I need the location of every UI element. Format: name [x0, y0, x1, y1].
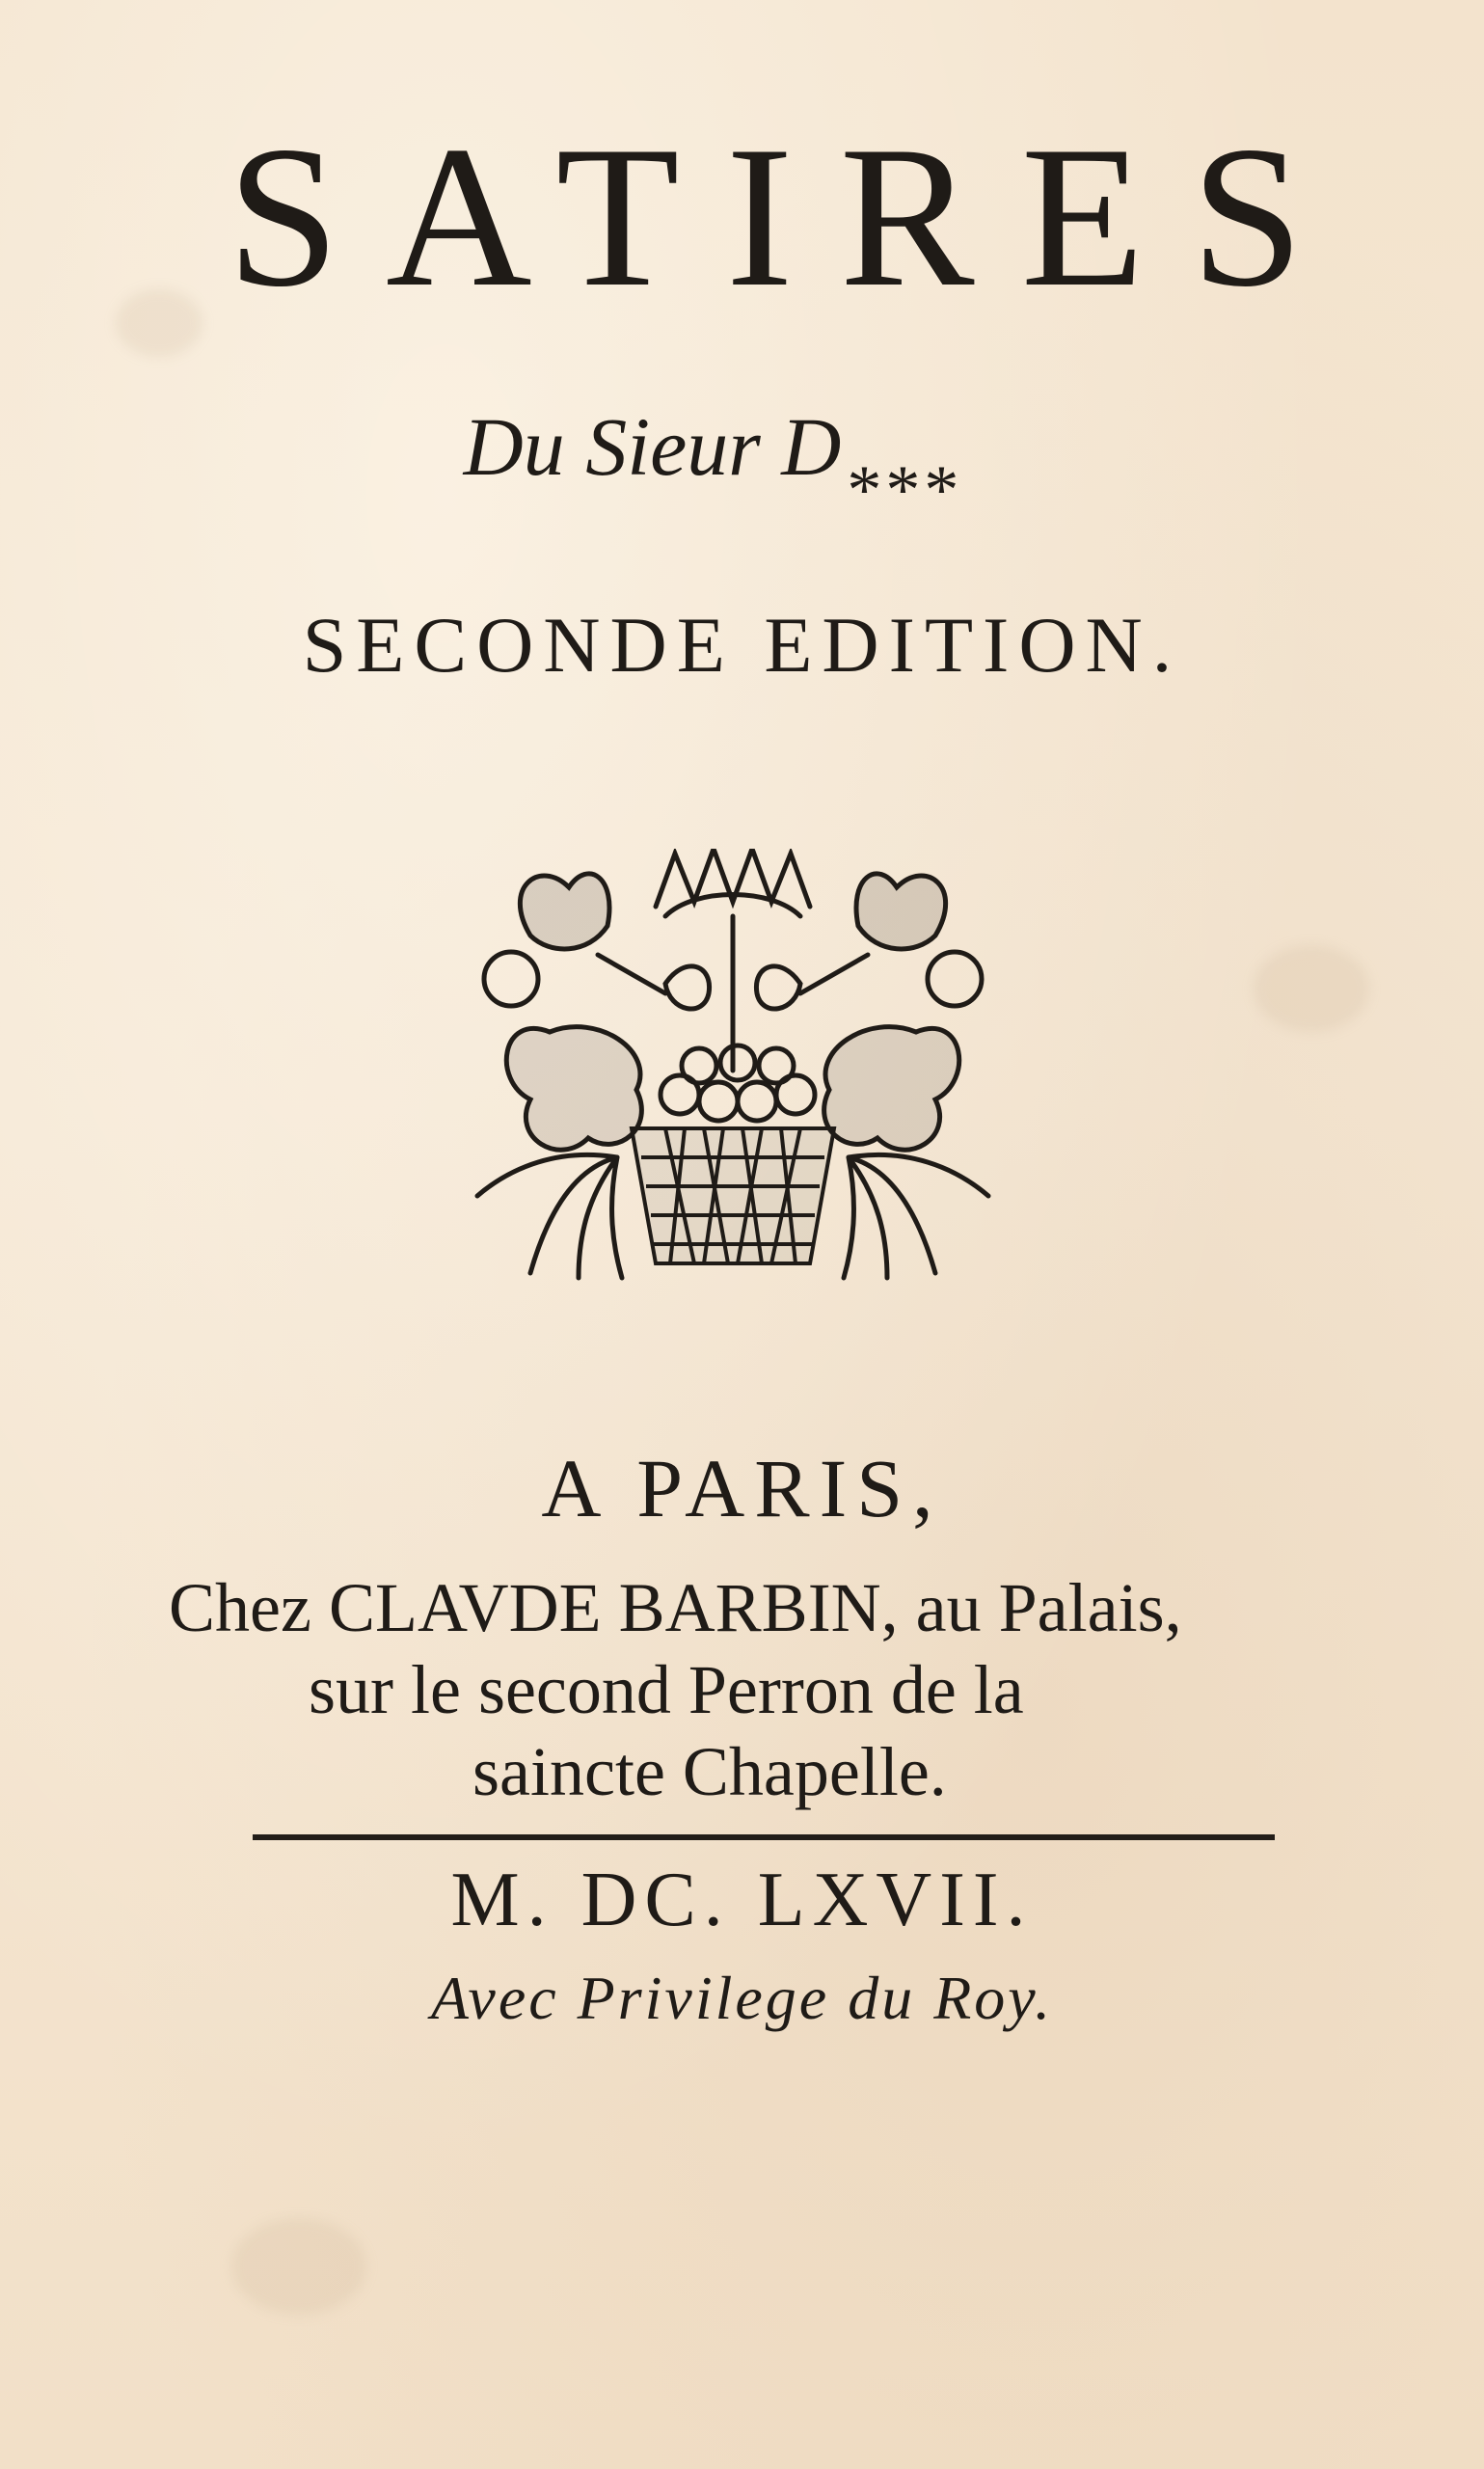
paper-stain — [1254, 945, 1369, 1032]
divider-rule — [253, 1834, 1275, 1840]
flower-basket-icon — [472, 849, 993, 1283]
privilege-line: Avec Privilege du Roy. — [430, 1964, 1054, 2032]
author-stars: *** — [847, 451, 963, 529]
book-title: SATIRES — [227, 105, 1350, 329]
author-prefix: Du Sieur D — [463, 400, 842, 493]
printer-block — [169, 1567, 1182, 1813]
printer-line-1: Chez CLAVDE BARBIN, au Palais, — [169, 1569, 1182, 1646]
publication-year: M. DC. LXVII. — [450, 1858, 1034, 1942]
edition-line: SECONDE EDITION. — [302, 601, 1182, 689]
printer-line-2: sur le second Perron de la — [309, 1650, 1024, 1728]
place-line: A PARIS, — [541, 1442, 943, 1534]
author-line — [0, 400, 1455, 529]
paper-stain — [231, 2218, 366, 2315]
printer-line-3: saincte Chapelle. — [472, 1732, 947, 1810]
